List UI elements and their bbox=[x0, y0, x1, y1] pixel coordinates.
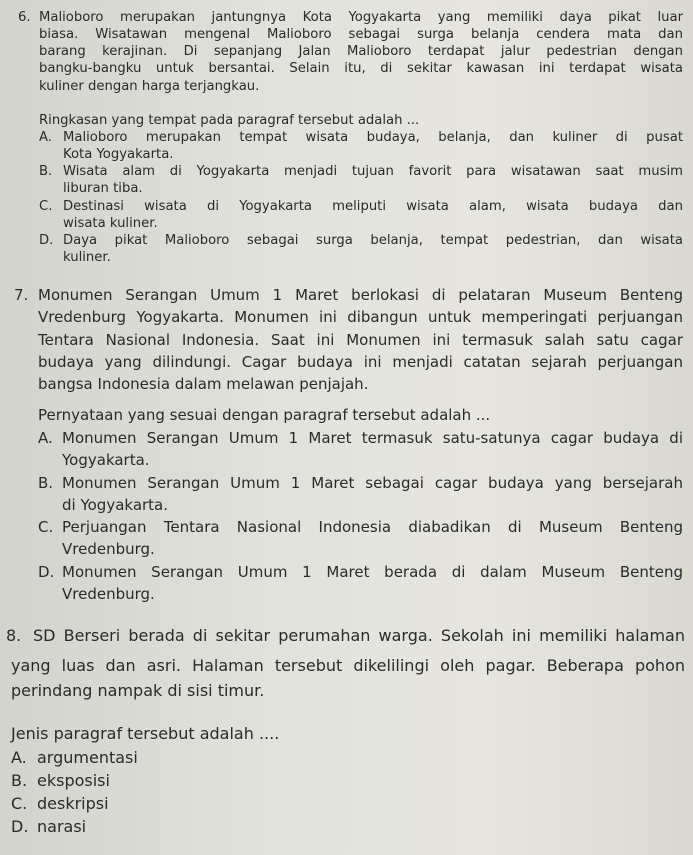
option-text: di Yogyakarta. bbox=[62, 496, 169, 514]
option-text: Yogyakarta. bbox=[62, 451, 150, 469]
passage-line: Malioboro merupakan jantungnya Kota Yogyakarta yang memiliki daya pikat luar bbox=[39, 10, 683, 25]
option-text: narasi bbox=[37, 817, 87, 836]
option-text: Perjuangan Tentara Nasional Indonesia diabadikan di Museum Benteng bbox=[62, 518, 683, 536]
option-letter: B. bbox=[39, 164, 53, 179]
option-text: Destinasi wisata di Yogyakarta meliputi wisata alam, wisata budaya dan bbox=[63, 199, 683, 214]
question-number: 8. bbox=[6, 626, 22, 645]
option-letter: D. bbox=[11, 817, 29, 836]
question-number: 6. bbox=[18, 10, 31, 25]
option-text: liburan tiba. bbox=[63, 181, 143, 196]
question-prompt: Pernyataan yang sesuai dengan paragraf tersebut adalah ... bbox=[38, 406, 491, 424]
option-text: Wisata alam di Yogyakarta menjadi tujuan favorit para wisatawan saat musim bbox=[63, 164, 683, 179]
option-text: wisata kuliner. bbox=[63, 216, 158, 231]
passage-line: Vredenburg Yogyakarta. Monumen ini dibangun untuk memperingati perjuangan bbox=[38, 308, 683, 326]
option-letter: C. bbox=[38, 518, 54, 536]
option-text: kuliner. bbox=[63, 250, 111, 265]
option-text: Vredenburg. bbox=[62, 585, 155, 603]
option-text: Kota Yogyakarta. bbox=[63, 147, 174, 162]
option-letter: C. bbox=[39, 199, 53, 214]
passage-line: kuliner dengan harga terjangkau. bbox=[39, 79, 260, 94]
option-text: Malioboro merupakan tempat wisata budaya, belanja, dan kuliner di pusat bbox=[63, 130, 683, 145]
option-letter: C. bbox=[11, 794, 28, 813]
passage-line: budaya yang dilindungi. Cagar budaya ini menjadi catatan sejarah perjuangan bbox=[38, 353, 683, 371]
option-letter: A. bbox=[39, 130, 52, 145]
question-prompt: Ringkasan yang tempat pada paragraf tersebut adalah ... bbox=[39, 113, 420, 128]
question-prompt: Jenis paragraf tersebut adalah .... bbox=[11, 724, 280, 743]
option-text: Daya pikat Malioboro sebagai surga belanja, tempat pedestrian, dan wisata bbox=[63, 233, 683, 248]
option-text: Monumen Serangan Umum 1 Maret sebagai cagar budaya yang bersejarah bbox=[62, 474, 683, 492]
passage-line: SD Berseri berada di sekitar perumahan warga. Sekolah ini memiliki halaman bbox=[33, 626, 685, 645]
option-letter: D. bbox=[38, 563, 55, 581]
passage-line: perindang nampak di sisi timur. bbox=[11, 681, 265, 700]
option-letter: A. bbox=[11, 748, 27, 767]
passage-line: barang kerajinan. Di sepanjang Jalan Malioboro terdapat jalur pedestrian dengan bbox=[39, 44, 683, 59]
option-letter: B. bbox=[38, 474, 54, 492]
option-text: argumentasi bbox=[37, 748, 138, 767]
option-text: deskripsi bbox=[37, 794, 109, 813]
question-number: 7. bbox=[14, 286, 29, 304]
option-letter: D. bbox=[39, 233, 54, 248]
option-letter: A. bbox=[38, 429, 53, 447]
option-text: Monumen Serangan Umum 1 Maret termasuk satu-satunya cagar budaya di bbox=[62, 429, 683, 447]
passage-line: biasa. Wisatawan mengenal Malioboro sebagai surga belanja cendera mata dan bbox=[39, 27, 683, 42]
passage-line: Tentara Nasional Indonesia. Saat ini Monumen ini termasuk salah satu cagar bbox=[38, 331, 683, 349]
passage-line: bangku-bangku untuk bersantai. Selain itu, di sekitar kawasan ini terdapat wisata bbox=[39, 61, 683, 76]
option-text: Monumen Serangan Umum 1 Maret berada di dalam Museum Benteng bbox=[62, 563, 683, 581]
option-text: eksposisi bbox=[37, 771, 110, 790]
passage-line: yang luas dan asri. Halaman tersebut dikelilingi oleh pagar. Beberapa pohon bbox=[11, 656, 685, 675]
passage-line: Monumen Serangan Umum 1 Maret berlokasi di pelataran Museum Benteng bbox=[38, 286, 683, 304]
option-text: Vredenburg. bbox=[62, 540, 155, 558]
passage-line: bangsa Indonesia dalam melawan penjajah. bbox=[38, 375, 369, 393]
option-letter: B. bbox=[11, 771, 28, 790]
